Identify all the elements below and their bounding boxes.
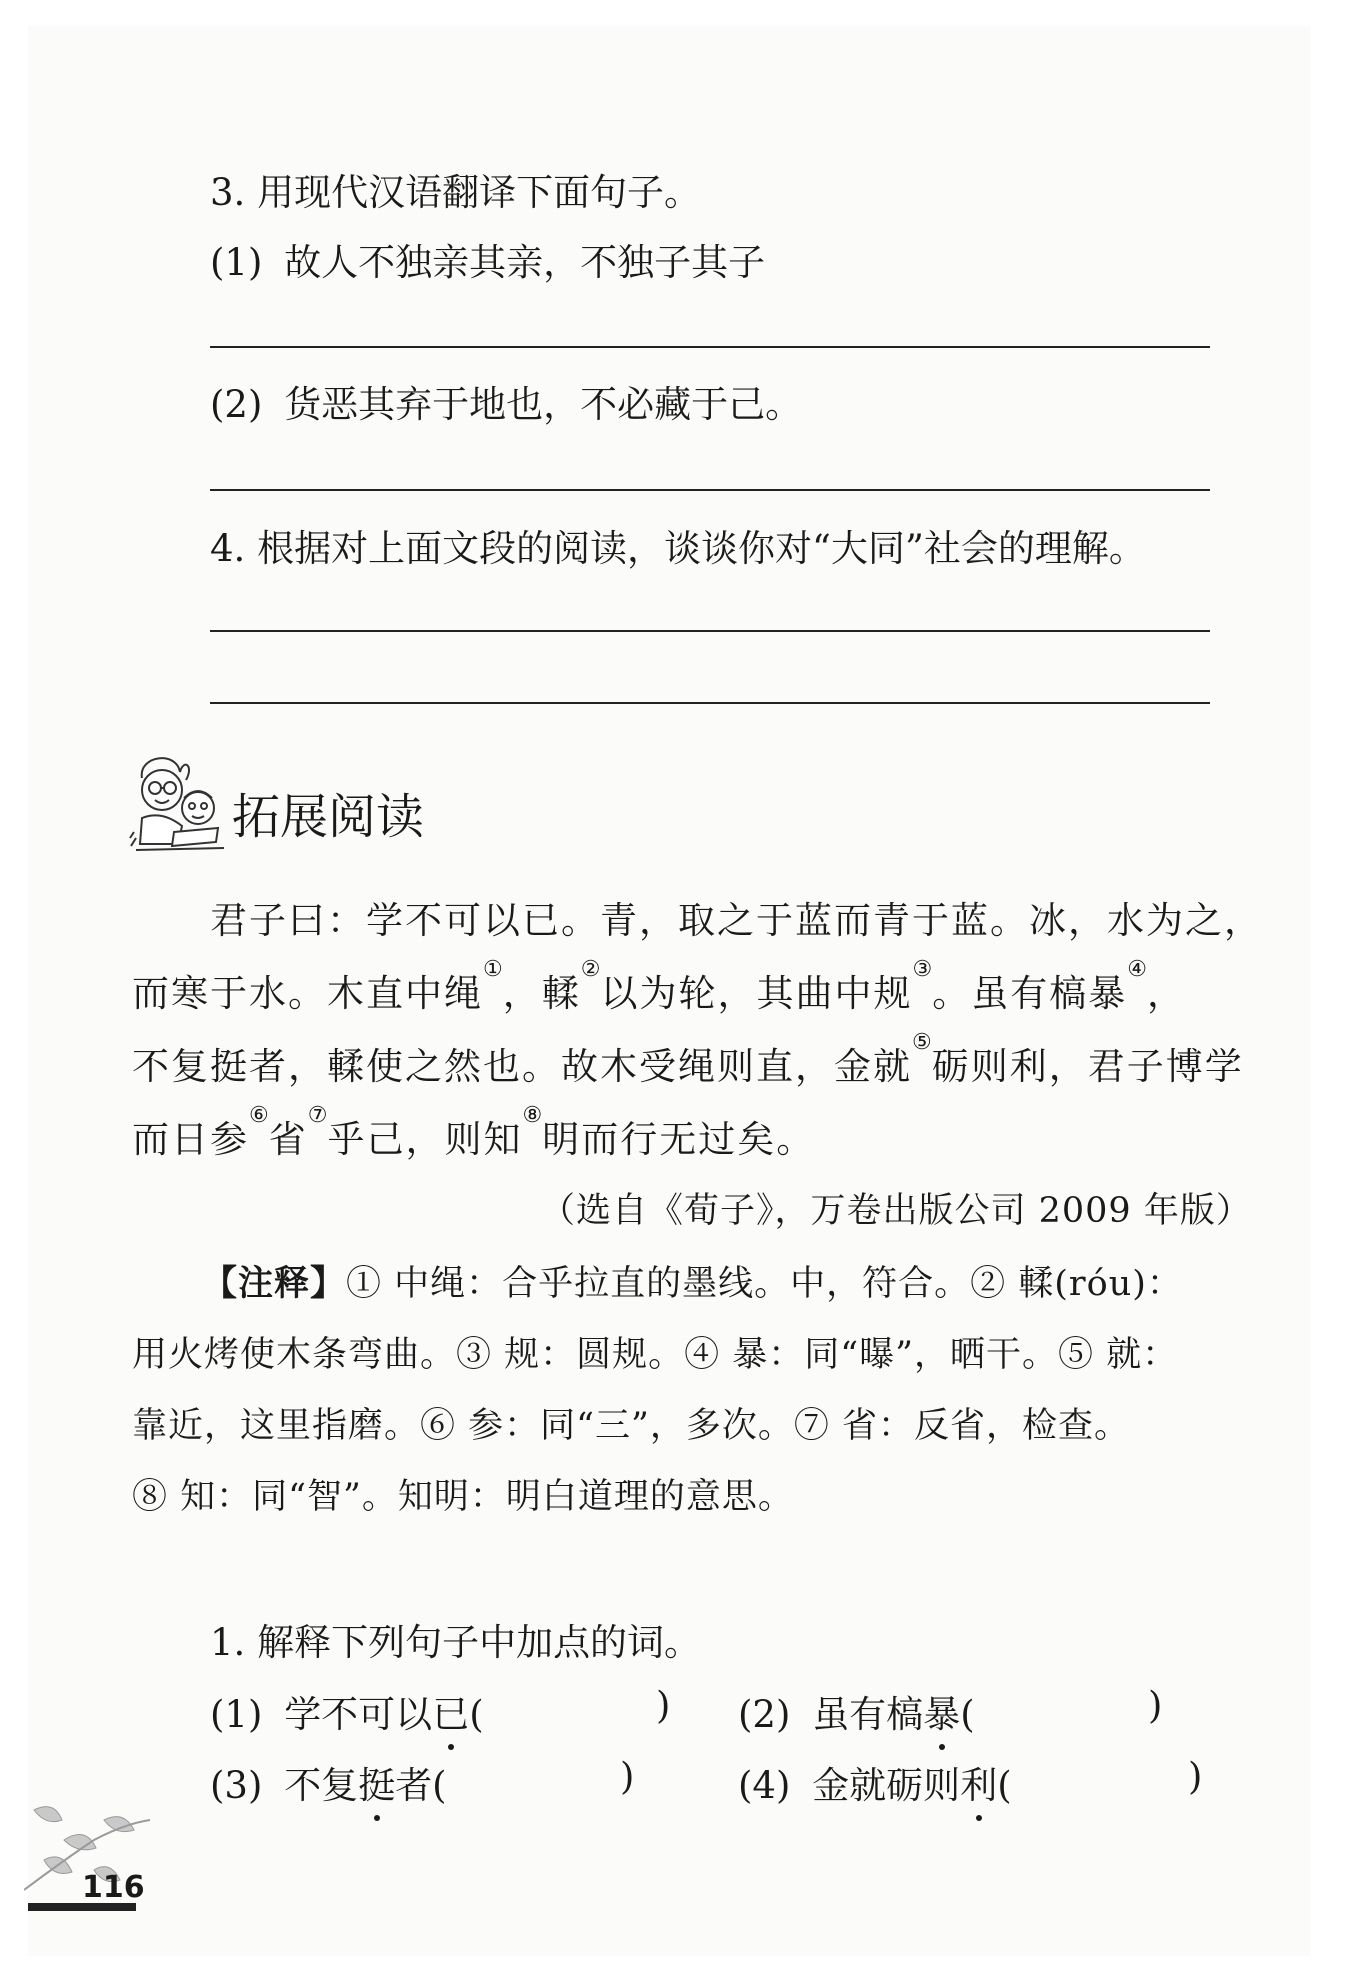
footnote-marker: ④ bbox=[1127, 957, 1147, 982]
question-4-prompt: 4. 根据对上面文段的阅读，谈谈你对“大同”社会的理解。 bbox=[210, 527, 1146, 570]
dotted-word: 暴 bbox=[923, 1684, 960, 1738]
passage-text: 不复挺者，輮使之然也。故木受绳则直，金就 bbox=[132, 1045, 912, 1088]
item-text: 不复 bbox=[284, 1764, 359, 1807]
question-1-prompt: 1. 解释下列句子中加点的词。 bbox=[210, 1621, 702, 1664]
question-3-prompt: 3. 用现代汉语翻译下面句子。 bbox=[210, 171, 702, 214]
footnote-marker: ⑧ bbox=[522, 1103, 543, 1128]
item-label: (1) bbox=[210, 1693, 263, 1736]
dotted-word: 挺 bbox=[358, 1755, 395, 1809]
item-text: 虽有槁 bbox=[812, 1693, 924, 1736]
answer-line[interactable] bbox=[210, 702, 1210, 704]
footnote-marker: ⑥ bbox=[249, 1103, 269, 1128]
question-1-item-3 bbox=[210, 1755, 447, 1809]
section-heading: 拓展阅读 bbox=[232, 789, 425, 845]
item-label: (4) bbox=[738, 1764, 791, 1807]
notes-label: 【注释】 bbox=[202, 1263, 347, 1304]
page-number: 116 bbox=[82, 1870, 145, 1905]
passage-text: 以为轮，其曲中规 bbox=[600, 972, 913, 1015]
passage-text: 而寒于水。木直中绳 bbox=[132, 972, 483, 1015]
question-1-item-4 bbox=[738, 1755, 1012, 1809]
notes-line-2: 用火烤使木条弯曲。③ 规：圆规。④ 暴：同“曝”，晒干。⑤ 就： bbox=[132, 1335, 1179, 1375]
answer-open: ( bbox=[960, 1693, 975, 1736]
footnote-marker: ② bbox=[580, 957, 601, 982]
passage-text: 而日参 bbox=[132, 1118, 249, 1161]
answer-close-paren[interactable]: ) bbox=[1188, 1755, 1203, 1798]
notes-line-3: 靠近，这里指磨。⑥ 参：同“三”，多次。⑦ 省：反省，检查。 bbox=[132, 1406, 1131, 1446]
notes-line-1 bbox=[202, 1256, 1183, 1306]
notes-line-4: ⑧ 知：同“智”。知明：明白道理的意思。 bbox=[132, 1477, 794, 1517]
answer-close-paren[interactable]: ) bbox=[620, 1755, 635, 1798]
passage-line-1: 君子曰：学不可以已。青，取之于蓝而青于蓝。冰，水为之， bbox=[210, 899, 1263, 942]
question-3-item-2 bbox=[210, 374, 802, 428]
passage-text: ，輮 bbox=[502, 972, 581, 1015]
answer-open: 者( bbox=[395, 1764, 447, 1807]
passage-source: （选自《荀子》，万卷出版公司 2009 年版） bbox=[540, 1191, 1252, 1231]
passage-line-2 bbox=[132, 957, 1186, 1017]
item-label: (1) bbox=[210, 241, 263, 284]
dotted-word: 已 bbox=[432, 1684, 469, 1738]
passage-text: 明而行无过矣。 bbox=[542, 1118, 816, 1161]
passage-text: ， bbox=[1146, 972, 1186, 1015]
passage-text: 省 bbox=[268, 1118, 308, 1161]
passage-line-4 bbox=[132, 1103, 816, 1163]
passage-text: 乎己，则知 bbox=[327, 1118, 523, 1161]
item-label: (2) bbox=[210, 383, 263, 426]
answer-close-paren[interactable]: ) bbox=[1148, 1684, 1163, 1727]
footnote-marker: ⑤ bbox=[912, 1030, 932, 1055]
question-3-item-1 bbox=[210, 232, 765, 286]
answer-open: ( bbox=[997, 1764, 1012, 1807]
item-text: 故人不独亲其亲，不独子其子 bbox=[284, 241, 766, 284]
item-text: 金就砺则 bbox=[812, 1764, 961, 1807]
question-1-item-2 bbox=[738, 1684, 975, 1738]
answer-line[interactable] bbox=[210, 346, 1210, 348]
footnote-marker: ① bbox=[483, 957, 503, 982]
notes-text: ① 中绳：合乎拉直的墨线。中，符合。② 輮(róu)： bbox=[346, 1264, 1183, 1304]
dotted-word: 利 bbox=[960, 1755, 997, 1809]
item-label: (2) bbox=[738, 1693, 791, 1736]
answer-line[interactable] bbox=[210, 489, 1210, 491]
footnote-marker: ③ bbox=[912, 957, 933, 982]
item-text: 货恶其弃于地也，不必藏于己。 bbox=[284, 383, 803, 426]
answer-close-paren[interactable]: ) bbox=[656, 1684, 671, 1727]
footnote-marker: ⑦ bbox=[307, 1103, 328, 1128]
answer-line[interactable] bbox=[210, 630, 1210, 632]
passage-text: 砺则利，君子博学 bbox=[931, 1045, 1244, 1088]
children-reading-illustration-icon bbox=[128, 748, 228, 860]
passage-line-3 bbox=[132, 1030, 1244, 1090]
item-label: (3) bbox=[210, 1764, 263, 1807]
passage-text: 。虽有槁暴 bbox=[932, 972, 1128, 1015]
answer-open: ( bbox=[469, 1693, 484, 1736]
item-text: 学不可以 bbox=[284, 1693, 433, 1736]
question-1-item-1 bbox=[210, 1684, 484, 1738]
